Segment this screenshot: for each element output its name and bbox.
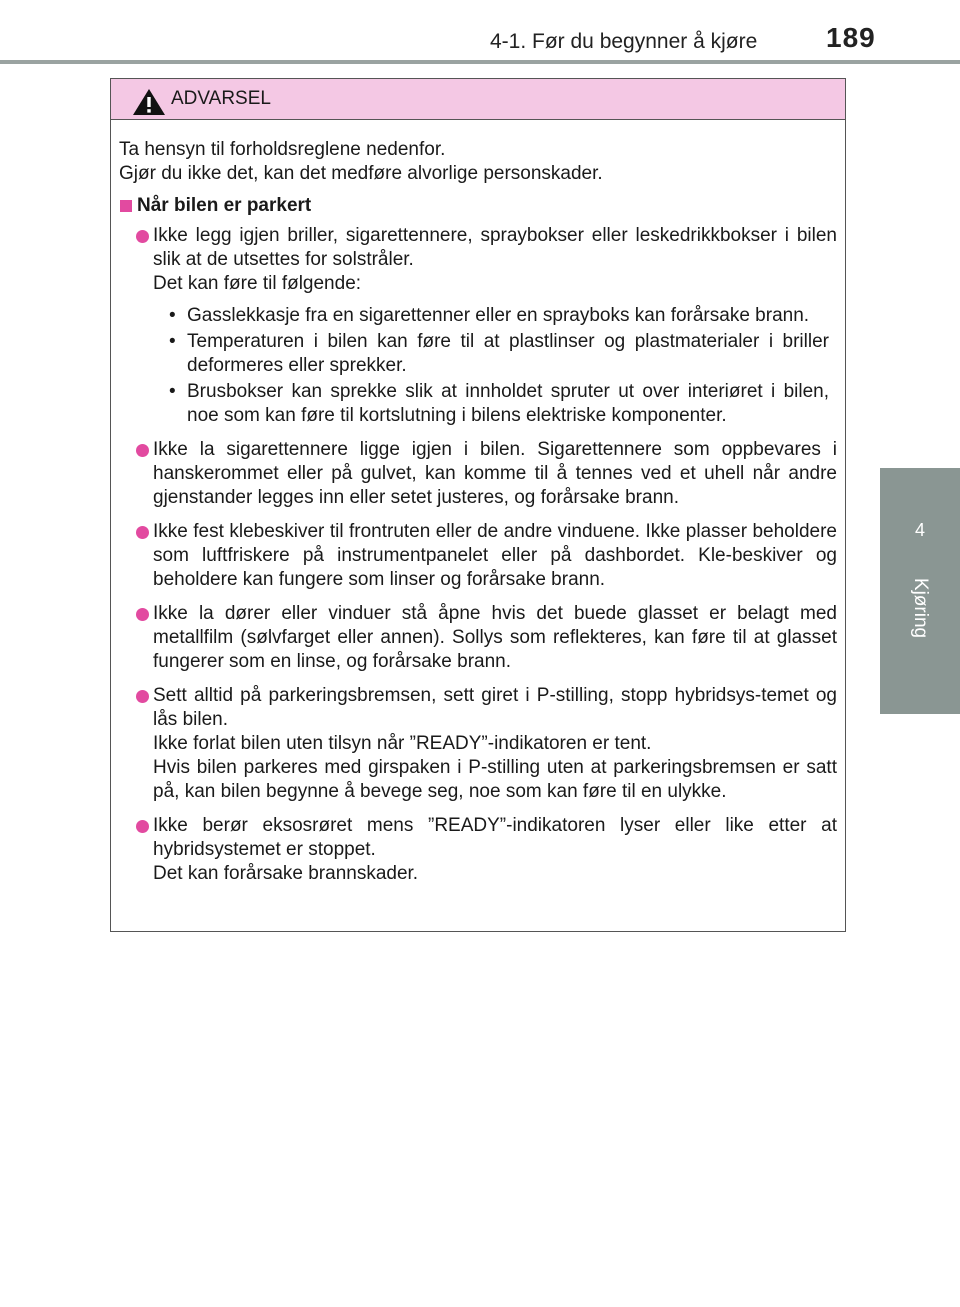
- warning-point: [119, 224, 837, 428]
- sub-list-item: • Gasslekkasje fra en sigarettenner eller en sprayboks kan forårsake brann.: [169, 304, 829, 328]
- circle-bullet-icon: [136, 444, 149, 457]
- circle-bullet-icon: [136, 526, 149, 539]
- circle-bullet-icon: [136, 820, 149, 833]
- section-title: 4-1. Før du begynner å kjøre: [490, 30, 758, 53]
- page-number: 189: [826, 22, 876, 53]
- chapter-tab: [880, 468, 960, 714]
- sub-list: [153, 304, 829, 428]
- square-bullet-icon: [120, 200, 132, 212]
- chapter-label: Kjøring: [910, 577, 931, 639]
- warning-body: [111, 120, 845, 886]
- circle-bullet-icon: [136, 608, 149, 621]
- sub-list-item: • Temperaturen i bilen kan føre til at plastlinser og plastmaterialer i briller deformeres eller sprekker.: [169, 330, 829, 378]
- warning-point: [119, 602, 837, 674]
- point-text: Ikke berør eksosrøret mens ”READY”-indikatoren lyser eller like etter at hybridsystemet er stoppet.: [153, 815, 837, 860]
- intro-line: Ta hensyn til forholdsreglene nedenfor.: [119, 139, 446, 160]
- circle-bullet-icon: [136, 230, 149, 243]
- point-text: Ikke fest klebeskiver til frontruten eller de andre vinduene. Ikke plasser beholdere som luftfriskere på instrumentpanelet eller på dashbordet. Kle-beskiver og beholdere kan fungere som linser og forårsake brann.: [153, 521, 837, 590]
- subheading: [119, 194, 837, 218]
- warning-title: ADVARSEL: [171, 88, 271, 109]
- point-text: Hvis bilen parkeres med girspaken i P-stilling uten at parkeringsbremsen er satt på, kan bilen begynne å bevege seg, noe som kan føre til en ulykke.: [153, 757, 837, 802]
- point-text: Ikke la sigarettennere ligge igjen i bilen. Sigarettennere som oppbevares i hanskerommet eller på gulvet, kan komme til å tennes ved et uhell når andre gjenstander legges inn eller setet justeres, og forårsake brann.: [153, 439, 837, 508]
- warning-point: [119, 814, 837, 886]
- warning-point: [119, 438, 837, 510]
- warning-box: [110, 78, 846, 932]
- warning-triangle-icon: [131, 87, 167, 117]
- point-text: Det kan føre til følgende:: [153, 273, 362, 294]
- sub-list-item: • Brusbokser kan sprekke slik at innholdet spruter ut over interiøret i bilen, noe som kan føre til kortslutning i bilens elektriske komponenter.: [169, 380, 829, 428]
- point-text: Sett alltid på parkeringsbremsen, sett giret i P-stilling, stopp hybridsys-temet og lås bilen.: [153, 685, 837, 730]
- warning-intro: [119, 138, 837, 186]
- subheading-text: Når bilen er parkert: [137, 195, 312, 216]
- point-text: Det kan forårsake brannskader.: [153, 863, 419, 884]
- point-text: Ikke la dører eller vinduer stå åpne hvis det buede glasset er belagt med metallfilm (sølvfarget eller annen). Sollys som reflekteres, kan føre til at glasset fungerer som en linse, og forårsake brann.: [153, 603, 837, 672]
- warning-point: [119, 520, 837, 592]
- warning-point: [119, 684, 837, 804]
- header-divider: [0, 60, 960, 64]
- chapter-number: 4: [914, 520, 925, 540]
- warning-header: [111, 79, 845, 120]
- intro-line: Gjør du ikke det, kan det medføre alvorlige personskader.: [119, 163, 603, 184]
- point-text: Ikke forlat bilen uten tilsyn når ”READY”-indikatoren er tent.: [153, 733, 652, 754]
- circle-bullet-icon: [136, 690, 149, 703]
- point-text: Ikke legg igjen briller, sigarettennere, spraybokser eller leskedrikkbokser i bilen slik at de utsettes for solstråler.: [153, 225, 837, 270]
